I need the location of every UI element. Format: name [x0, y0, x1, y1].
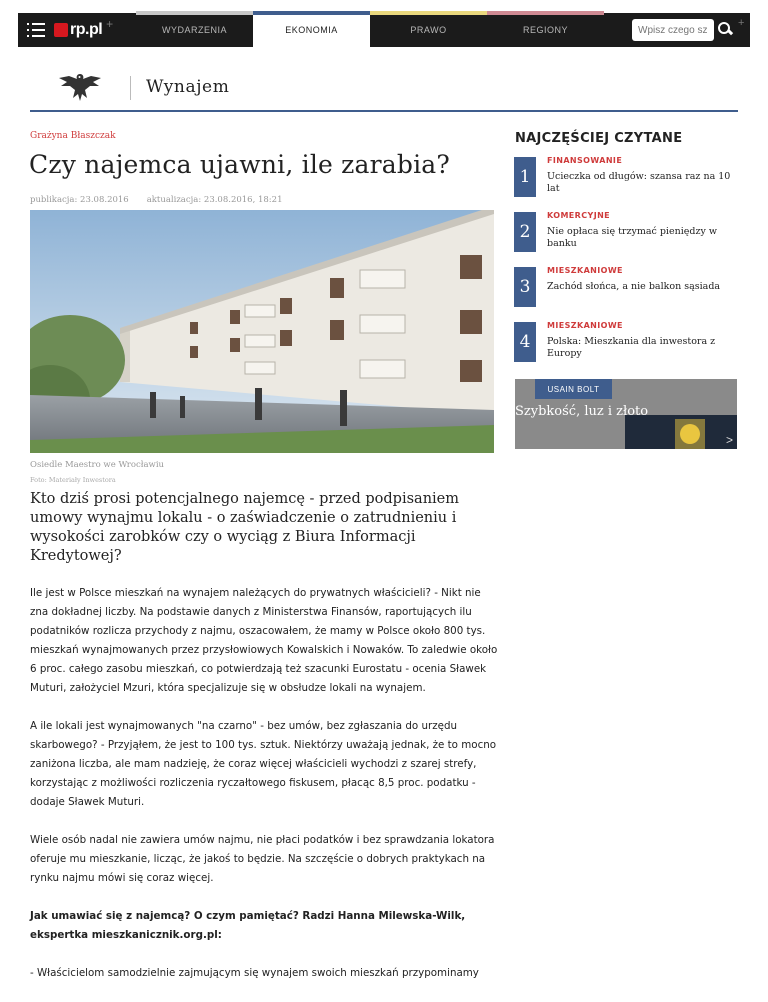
paragraph-bold: Jak umawiać się z najemcą? O czym pamiętać? Radzi Hanna Milewska-Wilk, ekspertka mieszkanicznik.org.pl:: [30, 910, 466, 941]
plus-icon-right[interactable]: +: [738, 17, 745, 29]
eagle-emblem-icon: [55, 70, 105, 104]
tab-prawo[interactable]: PRAWO: [370, 13, 487, 47]
tab-regiony[interactable]: REGIONY: [487, 13, 604, 47]
paragraph: A ile lokali jest wynajmowanych "na czarno" - bez umów, bez zgłaszania do urzędu skarbowego? - Przyjąłem, że jest to 100 tys. sztuk. Niektórzy uważają jednak, że to mocno zaniżona liczba, ale mam nadzieję, że coraz więcej właścicieli wychodzi z szarej strefy, korzystając z możliwości rozliczenia ryczałtowego fiskusem, płacąc 8,5 proc. podatku - dodaje Sławek Muturi.: [30, 720, 497, 808]
photo-credit: Foto: Materiały Inwestora: [30, 476, 116, 484]
search-input[interactable]: [632, 19, 714, 41]
top-nav-bar: [18, 13, 750, 47]
hamburger-menu-icon[interactable]: [27, 22, 45, 38]
author-link[interactable]: Grażyna Błaszczak: [30, 131, 116, 141]
tab-ekonomia[interactable]: EKONOMIA: [253, 13, 370, 47]
section-rule: [30, 110, 738, 112]
category-label: KOMERCYJNE: [547, 211, 611, 220]
article-dates: [30, 195, 282, 205]
tab-wydarzenia[interactable]: WYDARZENIA: [136, 13, 253, 47]
most-read-item[interactable]: [514, 157, 736, 201]
paragraph: - Właścicielom samodzielnie zajmującym się wynajem swoich mieszkań przypominamy: [30, 967, 479, 979]
most-read-link[interactable]: Polska: Mieszkania dla inwestora z Europy: [547, 336, 716, 359]
updated-date: aktualizacja: 23.08.2016, 18:21: [146, 195, 283, 205]
plus-icon[interactable]: +: [106, 17, 114, 31]
rank-badge: 3: [514, 267, 536, 307]
article-body: [30, 584, 500, 1002]
category-label: MIESZKANIOWE: [547, 321, 623, 330]
published-date: publikacja: 23.08.2016: [30, 195, 129, 205]
most-read-item[interactable]: [514, 267, 736, 311]
logo-mark-icon: [54, 23, 68, 37]
promo-title[interactable]: Szybkość, luz i złoto: [515, 404, 649, 419]
photo-caption: Osiedle Maestro we Wrocławiu: [30, 460, 165, 470]
article-lead: Kto dziś prosi potencjalnego najemcę - przed podpisaniem umowy wynajmu lokalu - o zaświadczenie o zatrudnieniu i wysokości zarobków czy o wyciąg z Biura Informacji Kredytowej?: [30, 491, 459, 564]
category-label: MIESZKANIOWE: [547, 266, 623, 275]
most-read-link[interactable]: Nie opłaca się trzymać pieniędzy w banku: [547, 226, 717, 249]
rank-badge: 2: [514, 212, 536, 252]
site-logo[interactable]: [54, 17, 114, 40]
article-photo: [30, 210, 494, 453]
most-read-title: NAJCZĘŚCIEJ CZYTANE: [515, 131, 683, 146]
rank-badge: 1: [514, 157, 536, 197]
chevron-right-icon[interactable]: >: [725, 433, 733, 447]
section-divider: [130, 76, 131, 100]
most-read-item[interactable]: [514, 322, 736, 366]
paragraph: Ile jest w Polsce mieszkań na wynajem należących do prywatnych właścicieli? - Nikt nie zna dokładnej liczby. Na podstawie danych z Ministerstwa Finansów, raportujących ilu podatników rozlicza przychody z najmu, oszacowałem, że mamy w Polsce około 800 tys. mieszkań wynajmowanych przez przysłowiowych Kowalskich i Nowaków. To zaledwie około 6 proc. całego zasobu mieszkań, co potwierdzają też szacunki Eurostatu - ocenia Sławek Muturi, założyciel Mzuri, która specjalizuje się w obsłudze lokali na wynajem.: [30, 587, 498, 694]
most-read-link[interactable]: Ucieczka od długów: szansa raz na 10 lat: [547, 171, 731, 194]
most-read-item[interactable]: [514, 212, 736, 256]
section-title: Wynajem: [146, 77, 230, 97]
search-icon[interactable]: [718, 22, 732, 36]
category-label: FINANSOWANIE: [547, 156, 623, 165]
most-read-link[interactable]: Zachód słońca, a nie balkon sąsiada: [547, 281, 721, 292]
section-tabs: [136, 13, 604, 47]
promo-badge: USAIN BOLT: [535, 379, 612, 399]
logo-text: rp.pl: [70, 21, 103, 38]
promo-card[interactable]: [515, 379, 737, 449]
article-title: Czy najemca ujawni, ile zarabia?: [29, 150, 450, 179]
paragraph: Wiele osób nadal nie zawiera umów najmu, nie płaci podatków i bez sprawdzania lokatora oferuje mu mieszkanie, licząc, że jakoś to będzie. Na szczęście o dobrych praktykach na rynku najmu mówi się coraz więcej.: [30, 834, 495, 884]
rank-badge: 4: [514, 322, 536, 362]
